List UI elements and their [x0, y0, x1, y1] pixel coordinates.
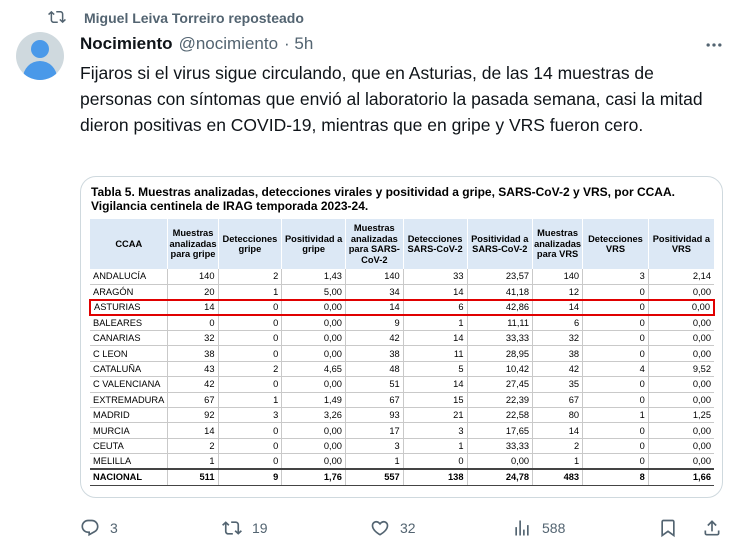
- tweet-header: [80, 33, 313, 55]
- table-row: [90, 408, 714, 423]
- table-cell: 5: [403, 361, 467, 376]
- bookmark-icon: [658, 518, 678, 538]
- table-region-cell: CANARIAS: [90, 331, 168, 346]
- table-cell: 0: [583, 300, 649, 315]
- table-cell: 0: [583, 284, 649, 299]
- table-cell: 140: [533, 269, 583, 284]
- table-cell: 0: [218, 346, 282, 361]
- table-cell: 0,00: [282, 377, 346, 392]
- table-row: [90, 423, 714, 438]
- table-cell: 42: [168, 377, 218, 392]
- table-region-cell: CATALUÑA: [90, 361, 168, 376]
- table-cell: 14: [533, 300, 583, 315]
- table-total-cell: 1,76: [282, 469, 346, 485]
- table-cell: 22,58: [467, 408, 533, 423]
- tweet-time[interactable]: · 5h: [284, 34, 314, 53]
- table-header-cell: Positividad a SARS-CoV-2: [467, 219, 533, 269]
- table-cell: 0: [218, 315, 282, 330]
- table-cell: 1,49: [282, 392, 346, 407]
- table-cell: 15: [403, 392, 467, 407]
- table-region-cell: EXTREMADURA: [90, 392, 168, 407]
- table-header-cell: Muestras analizadas para gripe: [168, 219, 218, 269]
- table-cell: 32: [533, 331, 583, 346]
- table-cell: 3,26: [282, 408, 346, 423]
- table-cell: 0,00: [282, 331, 346, 346]
- table-cell: 14: [403, 284, 467, 299]
- table-cell: 1: [583, 408, 649, 423]
- table-total-cell: 1,66: [648, 469, 714, 485]
- table-cell: 0,00: [648, 300, 714, 315]
- table-cell: 6: [533, 315, 583, 330]
- table-region-cell: MELILLA: [90, 454, 168, 469]
- table-cell: 14: [403, 377, 467, 392]
- table-cell: 0,00: [648, 423, 714, 438]
- repost-count: 19: [252, 520, 268, 536]
- table-header-cell: Positividad a gripe: [282, 219, 346, 269]
- table-cell: 2,14: [648, 269, 714, 284]
- table-cell: 9,52: [648, 361, 714, 376]
- table-cell: 0: [218, 300, 282, 315]
- table-row: [90, 315, 714, 330]
- table-cell: 1,43: [282, 269, 346, 284]
- table-total-cell: 557: [345, 469, 403, 485]
- table-cell: 0: [583, 331, 649, 346]
- table-cell: 0: [218, 331, 282, 346]
- table-cell: 20: [168, 284, 218, 299]
- table-cell: 67: [168, 392, 218, 407]
- table-row: [90, 454, 714, 469]
- table-cell: 0,00: [648, 438, 714, 453]
- table-cell: 10,42: [467, 361, 533, 376]
- avatar[interactable]: [16, 32, 64, 80]
- table-row: [90, 438, 714, 453]
- table-cell: 23,57: [467, 269, 533, 284]
- table-region-cell: CEUTA: [90, 438, 168, 453]
- table-cell: 3: [403, 423, 467, 438]
- table-cell: 38: [168, 346, 218, 361]
- table-cell: 0: [583, 454, 649, 469]
- table-header-cell: Muestras analizadas para VRS: [533, 219, 583, 269]
- table-cell: 11: [403, 346, 467, 361]
- table-cell: 0: [583, 346, 649, 361]
- table-cell: 51: [345, 377, 403, 392]
- table-cell: 21: [403, 408, 467, 423]
- data-table: [89, 219, 715, 486]
- table-total-cell: 483: [533, 469, 583, 485]
- action-bar: [80, 516, 730, 540]
- table-header-cell: Detecciones SARS-CoV-2: [403, 219, 467, 269]
- author-handle[interactable]: @nocimiento: [178, 34, 279, 53]
- table-cell: 27,45: [467, 377, 533, 392]
- tweet-media-image[interactable]: [80, 176, 723, 498]
- table-cell: 38: [345, 346, 403, 361]
- table-cell: 0,00: [648, 454, 714, 469]
- table-total-cell: 138: [403, 469, 467, 485]
- table-total-cell: 511: [168, 469, 218, 485]
- table-cell: 28,95: [467, 346, 533, 361]
- table-cell: 2: [218, 269, 282, 284]
- table-cell: 0,00: [648, 284, 714, 299]
- table-cell: 2: [218, 361, 282, 376]
- table-region-cell: ARAGÓN: [90, 284, 168, 299]
- table-cell: 14: [345, 300, 403, 315]
- table-cell: 33,33: [467, 438, 533, 453]
- table-cell: 0,00: [282, 454, 346, 469]
- table-cell: 43: [168, 361, 218, 376]
- table-cell: 3: [583, 269, 649, 284]
- table-cell: 33,33: [467, 331, 533, 346]
- table-cell: 0: [583, 315, 649, 330]
- table-cell: 0,00: [282, 438, 346, 453]
- reply-button[interactable]: [80, 516, 118, 540]
- table-cell: 42: [533, 361, 583, 376]
- table-cell: 1: [168, 454, 218, 469]
- table-region-cell: ASTURIAS: [90, 300, 168, 315]
- table-row: [90, 331, 714, 346]
- tweet-text: Fijaros si el virus sigue circulando, que en Asturias, de las 14 muestras de personas con síntomas que envió al laboratorio la pasada semana, casi la mitad dieron positivas en COVID-19, mientras que en gripe y VRS fueron cero.: [80, 63, 703, 135]
- table-cell: 0: [218, 454, 282, 469]
- table-cell: 1,25: [648, 408, 714, 423]
- table-cell: 1: [345, 454, 403, 469]
- table-cell: 92: [168, 408, 218, 423]
- table-cell: 0: [218, 423, 282, 438]
- table-cell: 38: [533, 346, 583, 361]
- table-header-row: [90, 219, 714, 269]
- table-cell: 0: [218, 377, 282, 392]
- table-cell: 0,00: [648, 377, 714, 392]
- table-cell: 42,86: [467, 300, 533, 315]
- table-cell: 140: [345, 269, 403, 284]
- table-region-cell: MURCIA: [90, 423, 168, 438]
- views-count: 588: [542, 520, 566, 536]
- like-count: 32: [400, 520, 416, 536]
- table-header-cell: Muestras analizadas para SARS-CoV-2: [345, 219, 403, 269]
- table-header-cell: Detecciones VRS: [583, 219, 649, 269]
- table-row: [90, 284, 714, 299]
- table-cell: 41,18: [467, 284, 533, 299]
- repost-icon: [48, 8, 68, 28]
- table-cell: 0,00: [282, 300, 346, 315]
- table-cell: 0,00: [282, 315, 346, 330]
- table-cell: 35: [533, 377, 583, 392]
- table-cell: 0: [218, 438, 282, 453]
- table-region-cell: BALEARES: [90, 315, 168, 330]
- table-cell: 0: [403, 454, 467, 469]
- table-cell: 33: [403, 269, 467, 284]
- table-cell: 67: [533, 392, 583, 407]
- table-cell: 11,11: [467, 315, 533, 330]
- table-cell: 12: [533, 284, 583, 299]
- repost-button[interactable]: [222, 516, 268, 540]
- repost-context[interactable]: [48, 8, 304, 28]
- reply-icon: [80, 518, 100, 538]
- table-cell: 32: [168, 331, 218, 346]
- table-cell: 14: [403, 331, 467, 346]
- table-cell: 9: [345, 315, 403, 330]
- table-total-cell: 9: [218, 469, 282, 485]
- table-cell: 93: [345, 408, 403, 423]
- table-cell: 6: [403, 300, 467, 315]
- table-cell: 0,00: [648, 315, 714, 330]
- table-cell: 3: [218, 408, 282, 423]
- table-row: [90, 392, 714, 407]
- table-cell: 2: [168, 438, 218, 453]
- table-cell: 48: [345, 361, 403, 376]
- table-cell: 14: [533, 423, 583, 438]
- reply-count: 3: [110, 520, 118, 536]
- table-cell: 4: [583, 361, 649, 376]
- table-cell: 14: [168, 300, 218, 315]
- table-region-cell: C LEON: [90, 346, 168, 361]
- table-row: [90, 361, 714, 376]
- table-region-cell: ANDALUCÍA: [90, 269, 168, 284]
- table-header-cell: Positividad a VRS: [648, 219, 714, 269]
- table-cell: 80: [533, 408, 583, 423]
- table-region-cell: MADRID: [90, 408, 168, 423]
- table-row: [90, 300, 714, 315]
- views-button[interactable]: [512, 516, 565, 540]
- table-cell: 1: [403, 438, 467, 453]
- table-cell: 1: [403, 315, 467, 330]
- table-cell: 0,00: [467, 454, 533, 469]
- table-title: Tabla 5. Muestras analizadas, detecciones virales y positividad a gripe, SARS-CoV-2 y VRS, por CCAA. Vigilancia centinela de IRAG temporada 2023-24.: [91, 185, 675, 213]
- table-total-cell: NACIONAL: [90, 469, 168, 485]
- author-name[interactable]: Nocimiento: [80, 34, 173, 53]
- views-icon: [512, 518, 532, 538]
- table-cell: 22,39: [467, 392, 533, 407]
- share-icon: [702, 518, 722, 538]
- table-cell: 2: [533, 438, 583, 453]
- table-cell: 0: [583, 438, 649, 453]
- table-header-cell: Detecciones gripe: [218, 219, 282, 269]
- table-cell: 0: [583, 377, 649, 392]
- table-cell: 0,00: [282, 423, 346, 438]
- table-cell: 0: [583, 392, 649, 407]
- heart-icon: [370, 518, 390, 538]
- table-cell: 0,00: [648, 331, 714, 346]
- table-row: [90, 269, 714, 284]
- table-header-cell: CCAA: [90, 219, 168, 269]
- bookmark-button[interactable]: [658, 516, 688, 540]
- repost-icon: [222, 518, 242, 538]
- table-cell: 34: [345, 284, 403, 299]
- repost-label: Miguel Leiva Torreiro reposteado: [84, 10, 304, 26]
- table-row: [90, 346, 714, 361]
- more-icon[interactable]: [702, 34, 726, 56]
- table-cell: 0: [583, 423, 649, 438]
- table-total-row: [90, 469, 714, 485]
- table-cell: 14: [168, 423, 218, 438]
- table-cell: 3: [345, 438, 403, 453]
- table-total-cell: 8: [583, 469, 649, 485]
- table-cell: 1: [218, 392, 282, 407]
- table-cell: 1: [533, 454, 583, 469]
- table-cell: 0,00: [282, 346, 346, 361]
- table-cell: 0,00: [648, 392, 714, 407]
- like-button[interactable]: [370, 516, 416, 540]
- table-cell: 5,00: [282, 284, 346, 299]
- table-cell: 0,00: [648, 346, 714, 361]
- table-cell: 17,65: [467, 423, 533, 438]
- table-total-cell: 24,78: [467, 469, 533, 485]
- table-cell: 1: [218, 284, 282, 299]
- table-row: [90, 377, 714, 392]
- table-cell: 140: [168, 269, 218, 284]
- table-cell: 4,65: [282, 361, 346, 376]
- table-cell: 0: [168, 315, 218, 330]
- table-cell: 17: [345, 423, 403, 438]
- share-button[interactable]: [702, 516, 732, 540]
- table-cell: 67: [345, 392, 403, 407]
- table-cell: 42: [345, 331, 403, 346]
- table-region-cell: C VALENCIANA: [90, 377, 168, 392]
